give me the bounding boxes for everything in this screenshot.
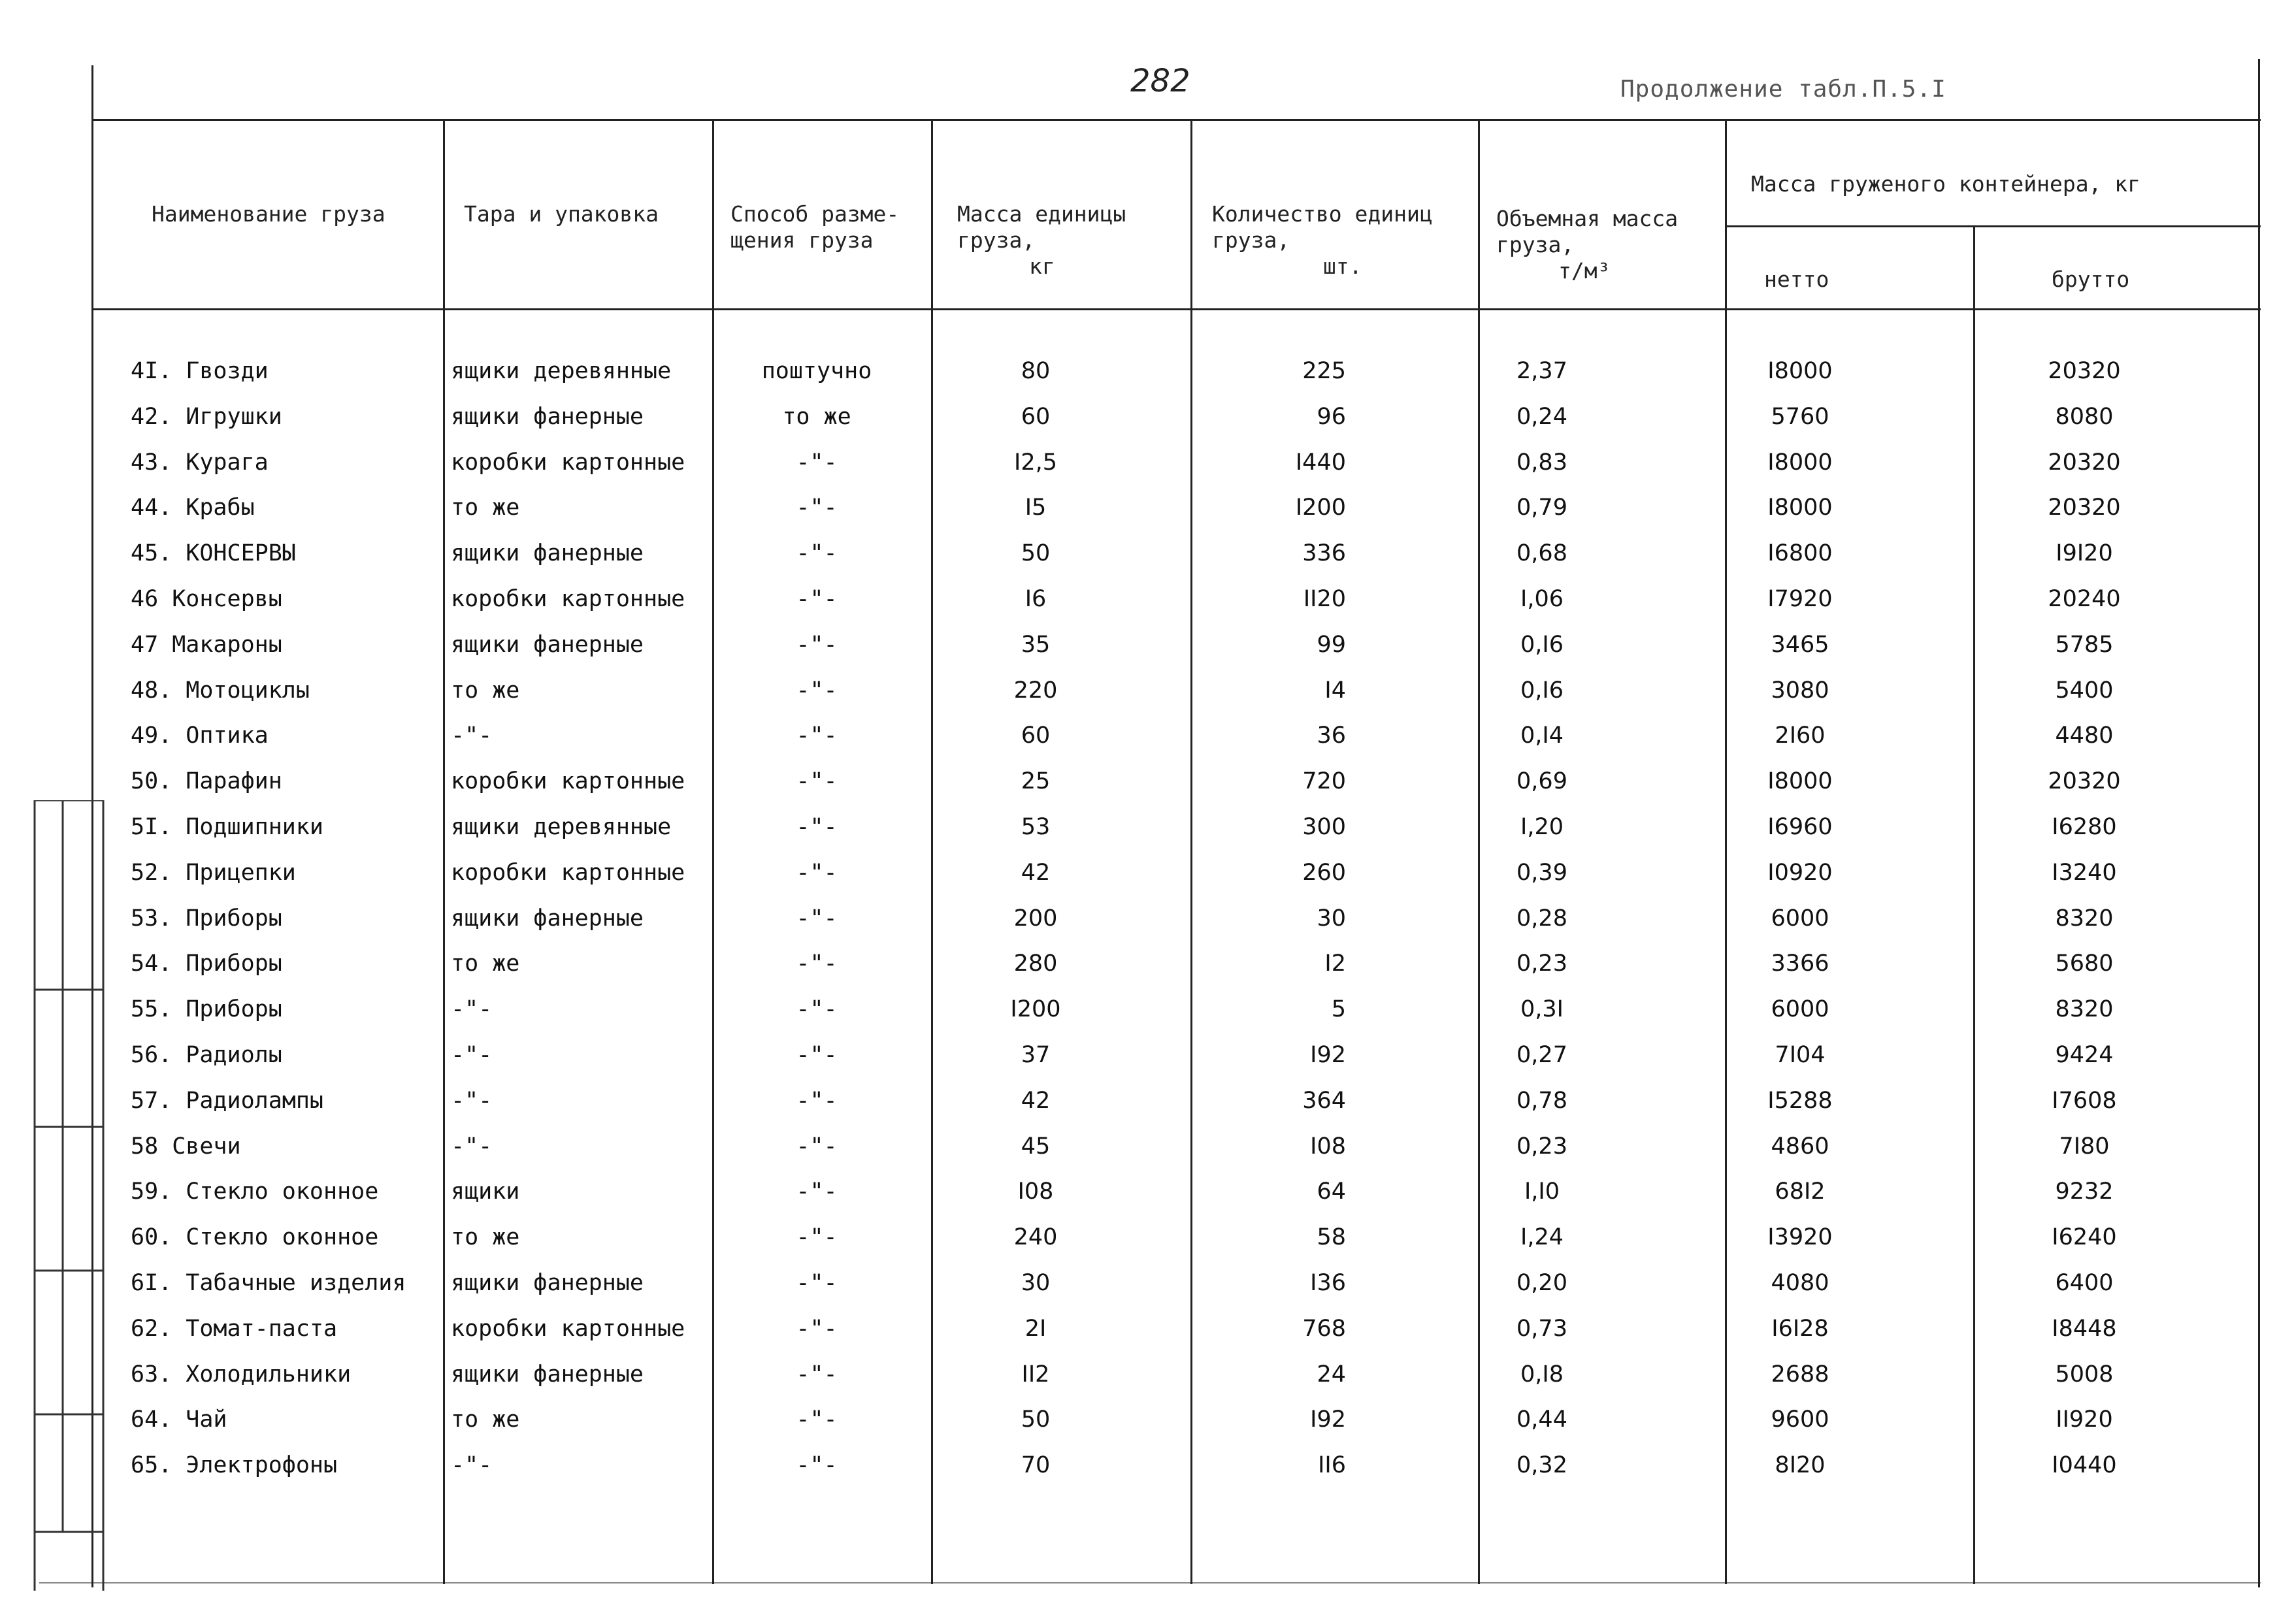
cell-unit-mass: II2 bbox=[1021, 1361, 1050, 1388]
cell-method: -"- bbox=[796, 1270, 838, 1296]
cell-tare: ящики фанерные bbox=[451, 905, 644, 932]
cell-volume-mass: I,24 bbox=[1520, 1224, 1564, 1250]
cell-volume-mass: 0,44 bbox=[1516, 1406, 1567, 1433]
cell-unit-mass: I5 bbox=[1024, 495, 1047, 521]
cell-tare: ящики деревянные bbox=[451, 358, 672, 384]
cell-gross: I7608 bbox=[2052, 1088, 2117, 1114]
cell-volume-mass: 0,I6 bbox=[1520, 632, 1564, 658]
column-header-net: нетто bbox=[1764, 267, 1829, 292]
cell-unit-mass: 60 bbox=[1021, 723, 1051, 749]
cell-volume-mass: 0,68 bbox=[1516, 540, 1567, 566]
cell-name: 60. Стекло оконное bbox=[131, 1224, 379, 1250]
cell-tare: -"- bbox=[451, 723, 493, 749]
cell-quantity: 96 bbox=[1317, 404, 1346, 430]
cell-net: I6960 bbox=[1767, 814, 1833, 840]
cell-unit-mass: I08 bbox=[1017, 1178, 1054, 1205]
cell-net: I6I28 bbox=[1771, 1316, 1829, 1342]
cell-name: 64. Чай bbox=[131, 1406, 227, 1433]
column-header-volume-mass: Объемная масса груза, т/м³ bbox=[1496, 206, 1679, 284]
cell-net: 7I04 bbox=[1775, 1042, 1826, 1068]
cell-gross: I6240 bbox=[2052, 1224, 2117, 1250]
cell-unit-mass: 220 bbox=[1013, 677, 1058, 704]
cell-method: -"- bbox=[796, 1316, 838, 1342]
cell-quantity: 364 bbox=[1302, 1088, 1346, 1114]
cell-tare: коробки картонные bbox=[451, 768, 685, 794]
cell-name: 54. Приборы bbox=[131, 950, 282, 977]
cell-gross: 5400 bbox=[2055, 677, 2114, 704]
cell-name: 53. Приборы bbox=[131, 905, 282, 932]
column-header-tare: Тара и упаковка bbox=[464, 201, 659, 227]
cell-net: I8000 bbox=[1767, 449, 1833, 476]
cell-name: 47 Макароны bbox=[131, 632, 282, 658]
cell-gross: 6400 bbox=[2055, 1270, 2114, 1296]
cell-quantity: 64 bbox=[1317, 1178, 1346, 1205]
cell-quantity: 260 bbox=[1302, 860, 1346, 886]
cell-net: 4860 bbox=[1771, 1133, 1829, 1160]
column-header-quantity: Количество единиц груза, шт. bbox=[1212, 201, 1433, 279]
cell-name: 65. Электрофоны bbox=[131, 1452, 338, 1478]
cell-name: 43. Курага bbox=[131, 449, 269, 476]
cell-tare: коробки картонные bbox=[451, 1316, 685, 1342]
cell-method: -"- bbox=[796, 860, 838, 886]
cell-net: 4080 bbox=[1771, 1270, 1829, 1296]
cell-net: 9600 bbox=[1771, 1406, 1829, 1433]
cell-name: 45. КОНСЕРВЫ bbox=[131, 540, 296, 566]
cell-unit-mass: 280 bbox=[1013, 950, 1058, 977]
cell-unit-mass: 60 bbox=[1021, 404, 1051, 430]
cell-net: I8000 bbox=[1767, 768, 1833, 794]
cell-volume-mass: 0,78 bbox=[1516, 1088, 1567, 1114]
cell-gross: I8448 bbox=[2052, 1316, 2117, 1342]
cell-gross: I0440 bbox=[2052, 1452, 2117, 1478]
cell-gross: 5680 bbox=[2055, 950, 2114, 977]
cell-volume-mass: 0,32 bbox=[1516, 1452, 1567, 1478]
cell-tare: коробки картонные bbox=[451, 860, 685, 886]
cell-quantity: 99 bbox=[1317, 632, 1346, 658]
cell-unit-mass: I6 bbox=[1024, 586, 1047, 612]
cell-unit-mass: 30 bbox=[1021, 1270, 1051, 1296]
cell-unit-mass: 42 bbox=[1021, 860, 1051, 886]
cell-volume-mass: 0,I4 bbox=[1520, 723, 1564, 749]
cell-method: -"- bbox=[796, 723, 838, 749]
cell-quantity: 36 bbox=[1317, 723, 1346, 749]
cell-quantity: 720 bbox=[1302, 768, 1346, 794]
cell-name: 63. Холодильники bbox=[131, 1361, 352, 1388]
cell-net: I0920 bbox=[1767, 860, 1833, 886]
column-header-unit-mass: Масса единицы груза, кг bbox=[957, 201, 1126, 279]
cell-gross: 20320 bbox=[2048, 449, 2121, 476]
cell-net: 3465 bbox=[1771, 632, 1829, 658]
cell-name: 42. Игрушки bbox=[131, 404, 282, 430]
cell-unit-mass: 37 bbox=[1021, 1042, 1051, 1068]
column-header-gross: брутто bbox=[2052, 267, 2130, 292]
cell-net: I3920 bbox=[1767, 1224, 1833, 1250]
cell-volume-mass: 0,23 bbox=[1516, 950, 1567, 977]
cell-volume-mass: 0,I6 bbox=[1520, 677, 1564, 704]
cell-unit-mass: 25 bbox=[1021, 768, 1051, 794]
cell-quantity: 58 bbox=[1317, 1224, 1346, 1250]
cell-quantity: I92 bbox=[1310, 1406, 1346, 1433]
cell-name: 56. Радиолы bbox=[131, 1042, 282, 1068]
cell-net: I6800 bbox=[1767, 540, 1833, 566]
cell-name: 44. Крабы bbox=[131, 495, 255, 521]
cell-net: 68I2 bbox=[1775, 1178, 1826, 1205]
cell-quantity: I200 bbox=[1295, 495, 1346, 521]
cell-tare: -"- bbox=[451, 1042, 493, 1068]
cell-unit-mass: 50 bbox=[1021, 540, 1051, 566]
cell-gross: I6280 bbox=[2052, 814, 2117, 840]
cell-method: -"- bbox=[796, 1224, 838, 1250]
cell-gross: 4480 bbox=[2055, 723, 2114, 749]
cell-quantity: 5 bbox=[1331, 996, 1346, 1022]
cell-tare: коробки картонные bbox=[451, 586, 685, 612]
cell-quantity: I08 bbox=[1310, 1133, 1346, 1160]
cell-method: -"- bbox=[796, 586, 838, 612]
cell-quantity: 300 bbox=[1302, 814, 1346, 840]
cell-tare: -"- bbox=[451, 996, 493, 1022]
cell-name: 59. Стекло оконное bbox=[131, 1178, 379, 1205]
column-header-name: Наименование груза bbox=[152, 201, 385, 227]
cell-method: -"- bbox=[796, 996, 838, 1022]
cell-method: поштучно bbox=[761, 358, 872, 384]
cell-volume-mass: I,20 bbox=[1520, 814, 1564, 840]
cell-quantity: II6 bbox=[1318, 1452, 1346, 1478]
cell-volume-mass: 0,28 bbox=[1516, 905, 1567, 932]
column-header-method: Способ разме- щения груза bbox=[730, 201, 900, 253]
cell-unit-mass: 50 bbox=[1021, 1406, 1051, 1433]
cell-quantity: I36 bbox=[1310, 1270, 1346, 1296]
cell-unit-mass: I2,5 bbox=[1014, 449, 1057, 476]
cell-method: -"- bbox=[796, 495, 838, 521]
cell-net: 5760 bbox=[1771, 404, 1829, 430]
cell-unit-mass: 240 bbox=[1013, 1224, 1058, 1250]
column-header-container-mass: Масса груженого контейнера, кг bbox=[1751, 171, 2141, 197]
archive-stamp bbox=[31, 800, 107, 1591]
cell-method: -"- bbox=[796, 1406, 838, 1433]
cell-tare: ящики фанерные bbox=[451, 632, 644, 658]
cell-tare: -"- bbox=[451, 1088, 493, 1114]
cell-volume-mass: 0,I8 bbox=[1520, 1361, 1564, 1388]
cell-tare: ящики bbox=[451, 1178, 520, 1205]
cell-quantity: 768 bbox=[1302, 1316, 1346, 1342]
cell-tare: ящики фанерные bbox=[451, 540, 644, 566]
cell-name: 49. Оптика bbox=[131, 723, 269, 749]
cell-gross: 7I80 bbox=[2059, 1133, 2110, 1160]
cell-tare: то же bbox=[451, 677, 520, 704]
cell-tare: то же bbox=[451, 950, 520, 977]
cell-name: 50. Парафин bbox=[131, 768, 282, 794]
cell-quantity: 24 bbox=[1317, 1361, 1346, 1388]
cell-volume-mass: 0,69 bbox=[1516, 768, 1567, 794]
cell-method: -"- bbox=[796, 1088, 838, 1114]
cell-unit-mass: 200 bbox=[1013, 905, 1058, 932]
cell-net: 8I20 bbox=[1775, 1452, 1826, 1478]
cell-method: -"- bbox=[796, 1361, 838, 1388]
cell-name: 55. Приборы bbox=[131, 996, 282, 1022]
cell-net: 3080 bbox=[1771, 677, 1829, 704]
cell-tare: ящики деревянные bbox=[451, 814, 672, 840]
cell-tare: коробки картонные bbox=[451, 449, 685, 476]
cell-volume-mass: 2,37 bbox=[1516, 358, 1567, 384]
cell-gross: 8320 bbox=[2055, 996, 2114, 1022]
cell-gross: 5785 bbox=[2055, 632, 2114, 658]
cell-tare: то же bbox=[451, 1224, 520, 1250]
cell-net: I5288 bbox=[1767, 1088, 1833, 1114]
cell-volume-mass: 0,39 bbox=[1516, 860, 1567, 886]
table-continuation-note: Продолжение табл.П.5.I bbox=[1620, 76, 1946, 103]
cell-gross: 20320 bbox=[2048, 495, 2121, 521]
cell-tare: ящики фанерные bbox=[451, 404, 644, 430]
cell-quantity: 336 bbox=[1302, 540, 1346, 566]
cell-net: 3366 bbox=[1771, 950, 1829, 977]
cell-name: 58 Свечи bbox=[131, 1133, 241, 1160]
cell-gross: 20320 bbox=[2048, 768, 2121, 794]
cell-quantity: I4 bbox=[1324, 677, 1346, 704]
cell-gross: 9424 bbox=[2055, 1042, 2114, 1068]
cell-name: 48. Мотоциклы bbox=[131, 677, 310, 704]
cell-quantity: I440 bbox=[1295, 449, 1346, 476]
cell-net: 2I60 bbox=[1775, 723, 1826, 749]
cell-method: -"- bbox=[796, 449, 838, 476]
cell-tare: то же bbox=[451, 495, 520, 521]
cell-tare: -"- bbox=[451, 1452, 493, 1478]
cell-method: -"- bbox=[796, 1042, 838, 1068]
cell-net: 2688 bbox=[1771, 1361, 1829, 1388]
cell-tare: ящики фанерные bbox=[451, 1270, 644, 1296]
cell-method: -"- bbox=[796, 540, 838, 566]
cell-unit-mass: 2I bbox=[1024, 1316, 1047, 1342]
cell-net: I8000 bbox=[1767, 495, 1833, 521]
cell-method: -"- bbox=[796, 1133, 838, 1160]
cell-volume-mass: 0,27 bbox=[1516, 1042, 1567, 1068]
cell-method: то же bbox=[782, 404, 851, 430]
cell-method: -"- bbox=[796, 950, 838, 977]
cell-name: 6I. Табачные изделия bbox=[131, 1270, 406, 1296]
cell-net: 6000 bbox=[1771, 996, 1829, 1022]
cell-name: 5I. Подшипники bbox=[131, 814, 324, 840]
cell-unit-mass: 35 bbox=[1021, 632, 1051, 658]
page-number: 282 bbox=[1130, 63, 1190, 99]
cell-gross: 5008 bbox=[2055, 1361, 2114, 1388]
cell-quantity: 30 bbox=[1317, 905, 1346, 932]
cell-unit-mass: 42 bbox=[1021, 1088, 1051, 1114]
cell-gross: I3240 bbox=[2052, 860, 2117, 886]
cell-unit-mass: 53 bbox=[1021, 814, 1051, 840]
cell-net: I7920 bbox=[1767, 586, 1833, 612]
cell-name: 57. Радиолампы bbox=[131, 1088, 324, 1114]
cell-method: -"- bbox=[796, 768, 838, 794]
cell-volume-mass: I,06 bbox=[1520, 586, 1564, 612]
cell-name: 62. Томат-паста bbox=[131, 1316, 338, 1342]
cell-method: -"- bbox=[796, 632, 838, 658]
cell-gross: II920 bbox=[2056, 1406, 2113, 1433]
cell-tare: ящики фанерные bbox=[451, 1361, 644, 1388]
cell-unit-mass: 70 bbox=[1021, 1452, 1051, 1478]
cell-gross: 20240 bbox=[2048, 586, 2121, 612]
cell-gross: 9232 bbox=[2055, 1178, 2114, 1205]
cell-volume-mass: 0,79 bbox=[1516, 495, 1567, 521]
cell-volume-mass: I,I0 bbox=[1524, 1178, 1560, 1205]
cell-quantity: I2 bbox=[1324, 950, 1346, 977]
cell-tare: -"- bbox=[451, 1133, 493, 1160]
cell-method: -"- bbox=[796, 905, 838, 932]
cell-gross: I9I20 bbox=[2056, 540, 2113, 566]
cell-method: -"- bbox=[796, 1178, 838, 1205]
cell-volume-mass: 0,23 bbox=[1516, 1133, 1567, 1160]
cell-volume-mass: 0,73 bbox=[1516, 1316, 1567, 1342]
cell-volume-mass: 0,3I bbox=[1520, 996, 1564, 1022]
cell-net: 6000 bbox=[1771, 905, 1829, 932]
cell-unit-mass: 45 bbox=[1021, 1133, 1051, 1160]
cell-unit-mass: 80 bbox=[1021, 358, 1051, 384]
cell-name: 52. Прицепки bbox=[131, 860, 296, 886]
cell-gross: 20320 bbox=[2048, 358, 2121, 384]
cell-name: 46 Консервы bbox=[131, 586, 282, 612]
cell-name: 4I. Гвозди bbox=[131, 358, 269, 384]
cell-gross: 8320 bbox=[2055, 905, 2114, 932]
cell-method: -"- bbox=[796, 814, 838, 840]
cell-unit-mass: I200 bbox=[1010, 996, 1061, 1022]
cell-gross: 8080 bbox=[2055, 404, 2114, 430]
cell-quantity: I92 bbox=[1310, 1042, 1346, 1068]
cell-volume-mass: 0,20 bbox=[1516, 1270, 1567, 1296]
cell-quantity: 225 bbox=[1302, 358, 1346, 384]
cell-tare: то же bbox=[451, 1406, 520, 1433]
cell-volume-mass: 0,83 bbox=[1516, 449, 1567, 476]
cell-method: -"- bbox=[796, 1452, 838, 1478]
cell-method: -"- bbox=[796, 677, 838, 704]
cell-net: I8000 bbox=[1767, 358, 1833, 384]
cell-quantity: II20 bbox=[1303, 586, 1346, 612]
cell-volume-mass: 0,24 bbox=[1516, 404, 1567, 430]
